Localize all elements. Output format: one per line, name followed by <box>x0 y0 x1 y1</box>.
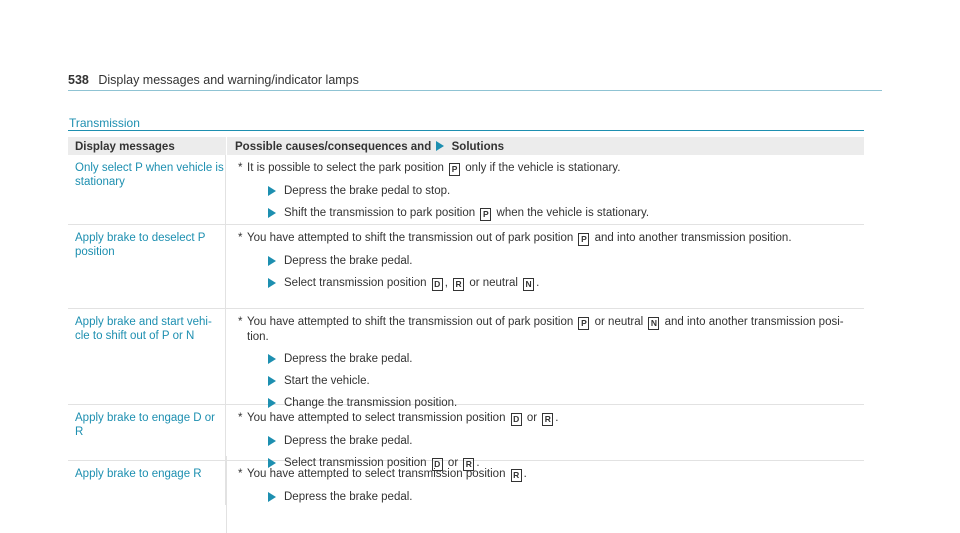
text-fragment: or <box>444 457 462 469</box>
triangle-right-icon <box>268 256 276 266</box>
cause-text <box>238 467 854 482</box>
cause-sentence <box>247 231 792 246</box>
header-divider <box>68 90 882 91</box>
text-fragment: You have attempted to select transmission position <box>247 412 509 424</box>
display-message: Apply brake and start vehi-cle to shift out of P or N <box>68 309 226 404</box>
step-text <box>284 206 649 221</box>
causes-and-solutions <box>226 155 864 224</box>
triangle-right-icon <box>268 186 276 196</box>
page-header <box>68 73 359 87</box>
gear-d-icon: D <box>511 413 522 426</box>
solution-step <box>268 490 854 504</box>
cause-sentence <box>247 411 559 426</box>
solution-step <box>268 206 854 221</box>
step-text <box>284 254 413 268</box>
text-fragment: Change the transmission position. <box>284 397 458 409</box>
text-fragment: . <box>536 277 540 289</box>
causes-and-solutions <box>226 405 864 469</box>
text-fragment: or <box>523 412 541 424</box>
table-row <box>68 309 864 409</box>
gear-d-icon: D <box>432 458 443 471</box>
asterisk-icon: * <box>238 162 243 174</box>
gear-n-icon: N <box>523 278 534 291</box>
text-fragment: You have attempted to shift the transmission out of park position <box>247 316 577 328</box>
triangle-right-icon <box>268 436 276 446</box>
text-fragment: . <box>523 468 527 480</box>
text-fragment: Depress the brake pedal. <box>284 435 413 447</box>
table-row <box>68 155 864 225</box>
step-text <box>284 276 539 291</box>
chapter-title: Display messages and warning/indicator lamps <box>98 73 359 87</box>
text-fragment: only if the vehicle is stationary. <box>462 162 621 174</box>
text-fragment: . <box>476 457 480 469</box>
text-fragment: Shift the transmission to park position <box>284 207 479 219</box>
triangle-right-icon <box>268 208 276 218</box>
text-fragment: Depress the brake pedal to stop. <box>284 185 451 197</box>
text-fragment: or neutral <box>591 316 647 328</box>
asterisk-icon: * <box>238 468 243 480</box>
step-text <box>284 434 413 448</box>
triangle-right-icon <box>268 354 276 364</box>
causes-and-solutions <box>226 225 864 308</box>
causes-and-solutions <box>226 309 864 409</box>
messages-table <box>68 137 864 505</box>
text-fragment: . <box>555 412 559 424</box>
cause-sentence <box>247 467 527 482</box>
solution-step <box>268 434 854 448</box>
gear-r-icon: R <box>511 469 522 482</box>
cause-text <box>238 161 854 176</box>
cause-sentence <box>247 161 620 176</box>
step-text <box>284 352 413 366</box>
gear-p-icon: P <box>449 163 460 176</box>
text-fragment: and into another transmission posi-tion. <box>247 316 844 343</box>
solution-step <box>268 352 854 366</box>
table-row <box>68 461 864 505</box>
col-causes-solutions <box>226 137 864 155</box>
table-header <box>68 137 864 155</box>
text-fragment: Select transmission position <box>284 457 430 469</box>
step-text <box>284 184 450 198</box>
section-divider <box>68 130 864 131</box>
display-message: Apply brake to engage D or R <box>68 405 226 460</box>
triangle-right-icon <box>436 141 444 151</box>
cause-text <box>238 411 854 426</box>
gear-r-icon: R <box>463 458 474 471</box>
display-message: Apply brake to engage R <box>68 461 226 505</box>
solution-step <box>268 374 854 388</box>
gear-r-icon: R <box>542 413 553 426</box>
text-fragment: , <box>444 277 452 289</box>
display-message: Apply brake to deselect P position <box>68 225 226 308</box>
text-fragment: when the vehicle is stationary. <box>493 207 650 219</box>
gear-r-icon: R <box>453 278 464 291</box>
text-fragment: You have attempted to select transmission position <box>247 468 509 480</box>
col-display-messages: Display messages <box>75 141 175 153</box>
gear-n-icon: N <box>648 317 659 330</box>
text-fragment: Depress the brake pedal. <box>284 491 413 503</box>
gear-d-icon: D <box>432 278 443 291</box>
gear-p-icon: P <box>578 317 589 330</box>
triangle-right-icon <box>268 376 276 386</box>
cause-sentence <box>247 315 854 344</box>
cause-text <box>238 315 854 344</box>
col-causes-label: Possible causes/consequences and <box>235 141 432 153</box>
cause-text <box>238 231 854 246</box>
section-title: Transmission <box>69 116 140 130</box>
step-text <box>284 490 413 504</box>
column-divider <box>226 456 227 533</box>
text-fragment: Depress the brake pedal. <box>284 353 413 365</box>
triangle-right-icon <box>268 492 276 502</box>
text-fragment: It is possible to select the park position <box>247 162 448 174</box>
gear-p-icon: P <box>480 208 491 221</box>
solution-step <box>268 254 854 268</box>
table-row <box>68 405 864 469</box>
page-number: 538 <box>68 73 89 87</box>
text-fragment: Start the vehicle. <box>284 375 370 387</box>
asterisk-icon: * <box>238 316 243 328</box>
asterisk-icon: * <box>238 232 243 244</box>
text-fragment: Depress the brake pedal. <box>284 255 413 267</box>
solution-step <box>268 184 854 198</box>
causes-and-solutions <box>226 461 864 505</box>
triangle-right-icon <box>268 278 276 288</box>
step-text <box>284 374 370 388</box>
asterisk-icon: * <box>238 412 243 424</box>
text-fragment: Select transmission position <box>284 277 430 289</box>
display-message: Only select P when vehicle is stationary <box>68 155 226 224</box>
table-row <box>68 225 864 309</box>
text-fragment: You have attempted to shift the transmission out of park position <box>247 232 577 244</box>
col-solutions-label: Solutions <box>451 141 505 153</box>
text-fragment: and into another transmission position. <box>591 232 792 244</box>
text-fragment: or neutral <box>466 277 522 289</box>
gear-p-icon: P <box>578 233 589 246</box>
solution-step <box>268 276 854 291</box>
